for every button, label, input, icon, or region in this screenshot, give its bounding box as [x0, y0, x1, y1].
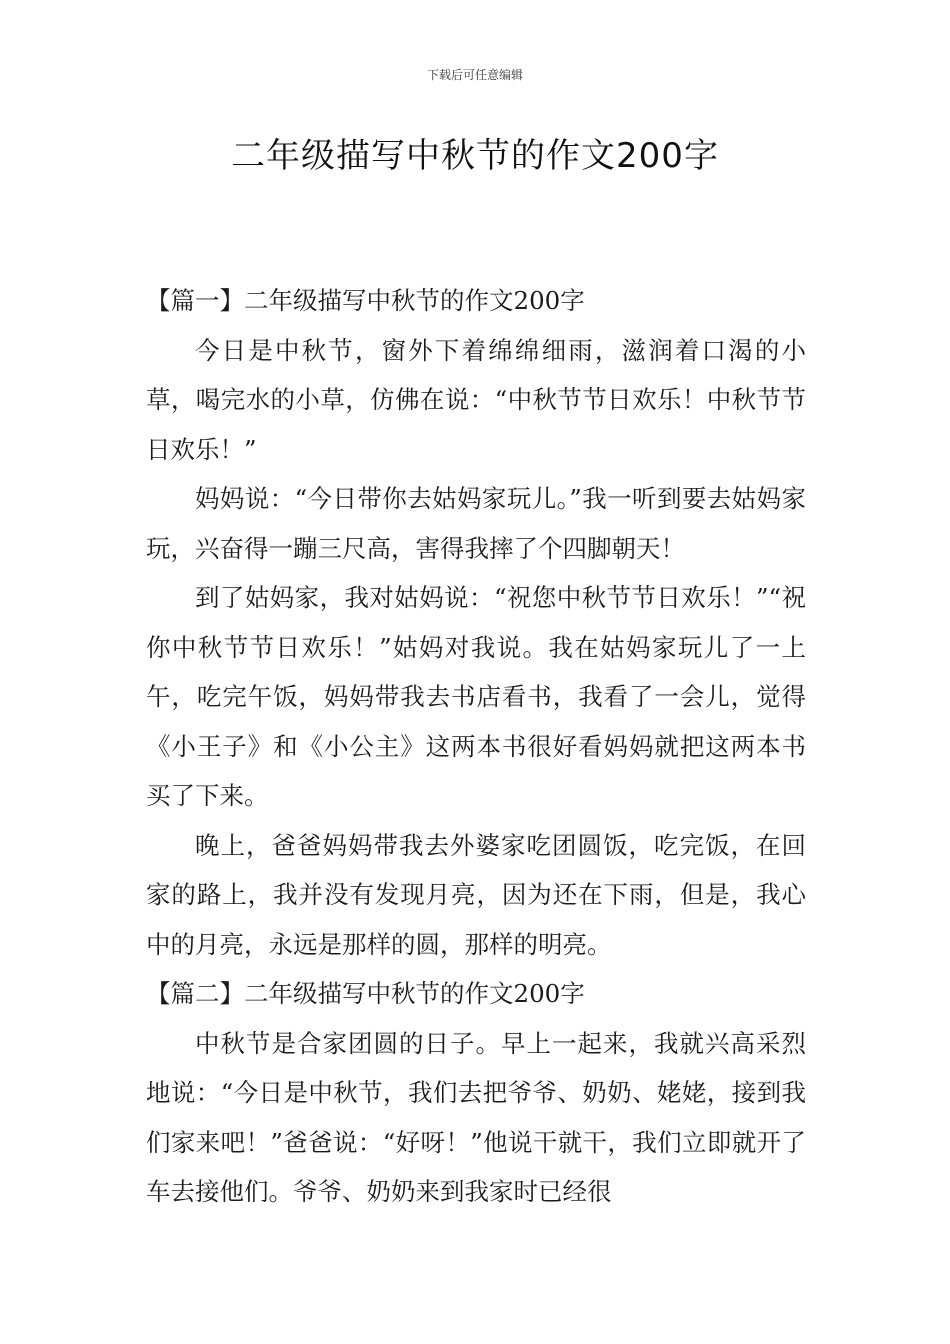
document-body — [146, 276, 806, 1217]
section-heading-1: 【篇一】二年级描写中秋节的作文200字 — [146, 286, 585, 315]
section-heading-2: 【篇二】二年级描写中秋节的作文200字 — [146, 979, 585, 1008]
paragraph: 到了姑妈家，我对姑妈说：“祝您中秋节节日欢乐！”“祝你中秋节节日欢乐！”姑妈对我说。我在姑妈家玩儿了一上午，吃完午饭，妈妈带我去书店看书，我看了一会儿，觉得《小王子》和《小公主》这两本书很好看妈妈就把这两本书买了下来。 — [146, 583, 806, 810]
paragraph: 中秋节是合家团圆的日子。早上一起来，我就兴高采烈地说：“今日是中秋节，我们去把爷爷、奶奶、姥姥，接到我们家来吧！”爸爸说：“好呀！”他说干就干，我们立即就开了车去接他们。爷爷、奶奶来到我家时已经很 — [146, 1028, 806, 1206]
paragraph: 晚上，爸爸妈妈带我去外婆家吃团圆饭，吃完饭，在回家的路上，我并没有发现月亮，因为还在下雨，但是，我心中的月亮，永远是那样的圆，那样的明亮。 — [146, 830, 806, 959]
document-title: 二年级描写中秋节的作文200字 — [231, 136, 719, 176]
header-note: 下载后可任意编辑 — [426, 68, 523, 82]
paragraph: 今日是中秋节，窗外下着绵绵细雨，滋润着口渴的小草，喝完水的小草，仿佛在说：“中秋节节日欢乐！中秋节节日欢乐！” — [146, 335, 806, 464]
paragraph: 妈妈说：“今日带你去姑妈家玩儿。”我一听到要去姑妈家玩，兴奋得一蹦三尺高，害得我摔了个四脚朝天！ — [146, 484, 806, 563]
